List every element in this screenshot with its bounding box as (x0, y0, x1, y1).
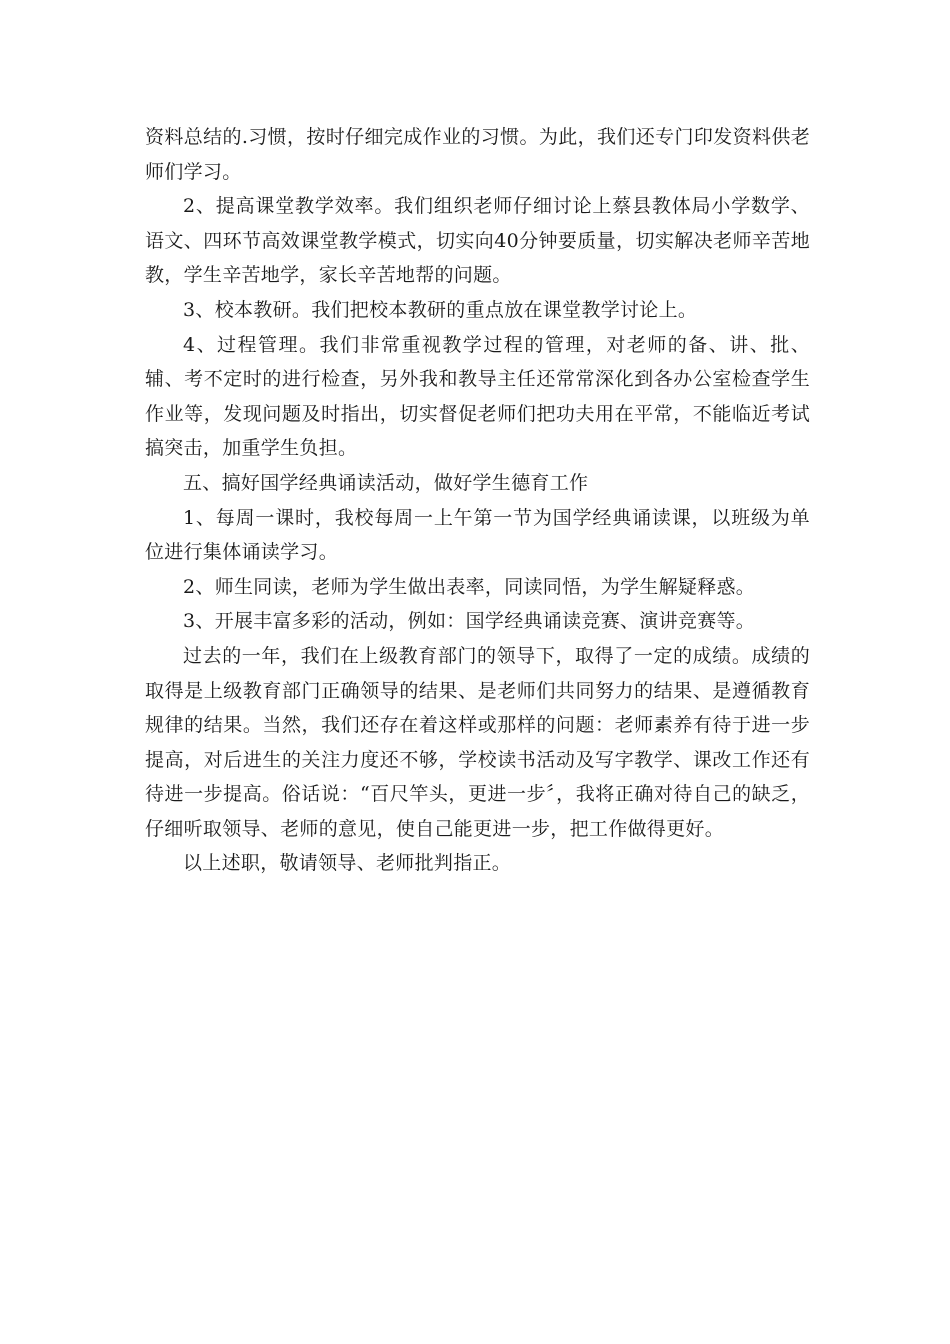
document-body (145, 120, 810, 881)
paragraph-activities: 3、开展丰富多彩的活动，例如：国学经典诵读竞赛、演讲竞赛等。 (183, 610, 756, 633)
paragraph-reading-together: 2、师生同读，老师为学生做出表率，同读同悟，为学生解疑释惑。 (183, 575, 756, 598)
paragraph-closing: 以上述职，敬请领导、老师批判指正。 (183, 852, 512, 875)
paragraph-continuation: 资料总结的.习惯，按时仔细完成作业的习惯。为此，我们还专门印发资料供老师们学习。 (145, 126, 810, 183)
section-heading-classics-reading: 五、搞好国学经典诵读活动，做好学生德育工作 (183, 471, 589, 494)
paragraph-classroom-efficiency: 2、提高课堂教学效率。我们组织老师仔细讨论上蔡县教体局小学数学、语文、四环节高效课堂教学模式，切实向40分钟要质量，切实解决老师辛苦地教，学生辛苦地学，家长辛苦地帮的问题。 (145, 195, 810, 287)
paragraph-summary: 过去的一年，我们在上级教育部门的领导下，取得了一定的成绩。成绩的取得是上级教育部门正确领导的结果、是老师们共同努力的结果、是遵循教育规律的结果。当然，我们还存在着这样或那样的问题：老师素养有待于进一步提高，对后进生的关注力度还不够，学校读书活动及写字教学、课改工作还有待进一步提高。俗话说：“百尺竿头，更进一步〞，我将正确对待自己的缺乏，仔细听取领导、老师的意见，使自己能更进一步，把工作做得更好。 (145, 644, 810, 840)
paragraph-process-management: 4、过程管理。我们非常重视教学过程的管理，对老师的备、讲、批、辅、考不定时的进行检查，另外我和教导主任还常常深化到各办公室检查学生作业等，发现问题及时指出，切实督促老师们把功夫用在平常，不能临近考试搞突击，加重学生负担。 (145, 333, 810, 460)
paragraph-school-research: 3、校本教研。我们把校本教研的重点放在课堂教学讨论上。 (183, 298, 698, 321)
paragraph-weekly-lesson: 1、每周一课时，我校每周一上午第一节为国学经典诵读课，以班级为单位进行集体诵读学习。 (145, 506, 810, 564)
